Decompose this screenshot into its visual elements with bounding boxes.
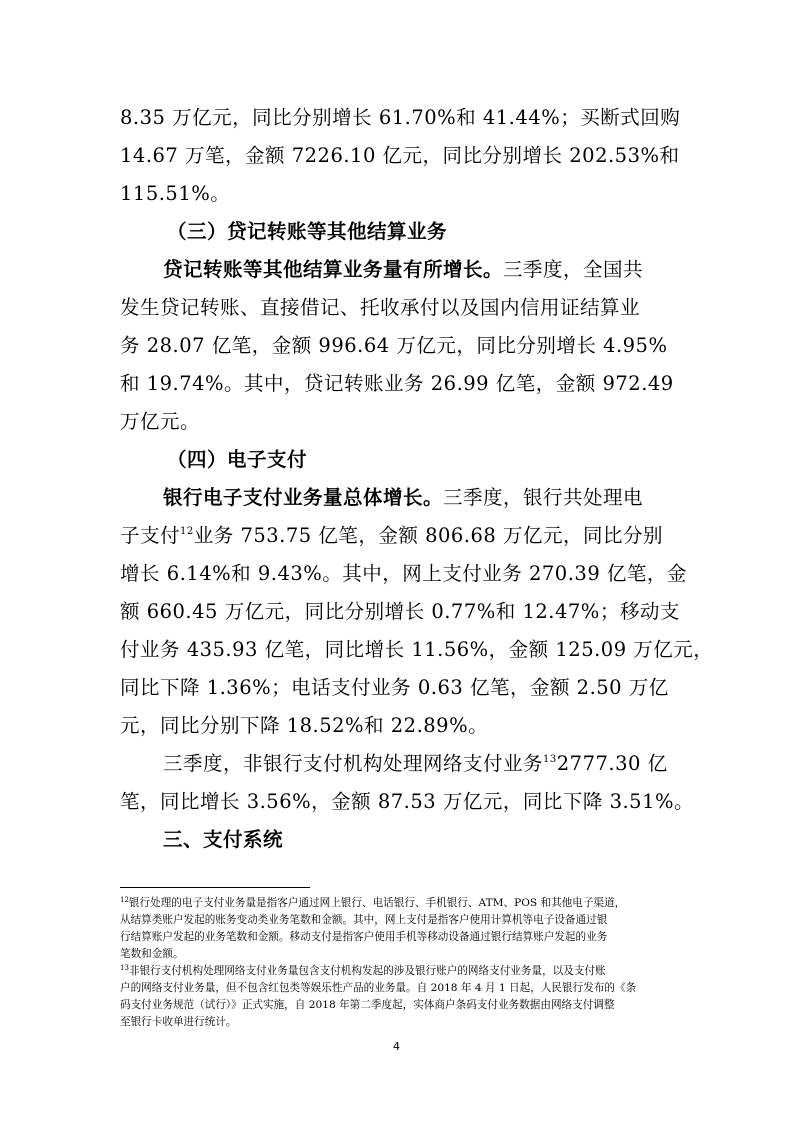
paragraph-lead: 银行电子支付业务量总体增长。: [163, 486, 444, 509]
body-line: 14.67 万笔，金额 7226.10 亿元，同比分别增长 202.53%和: [120, 144, 680, 167]
paragraph-line: 元，同比分别下降 18.52%和 22.89%。: [120, 714, 489, 737]
paragraph-line: 付业务 435.93 亿笔，同比增长 11.56%，金额 125.09 万亿元，: [120, 638, 714, 661]
paragraph-text: 三季度，银行共处理电: [443, 486, 644, 509]
footnote-ref: 13: [543, 754, 557, 765]
paragraph-line: 笔，同比增长 3.56%，金额 87.53 万亿元，同比下降 3.51%。: [120, 790, 695, 813]
footnote-text: 非银行支付机构处理网络支付业务量包含支付机构发起的涉及银行账户的网络支付业务量，以及支付账: [128, 965, 606, 977]
footnote-line: 行结算账户发起的业务笔数和金额。移动支付是指客户使用手机等移动设备通过银行结算账户发起的业务: [120, 931, 608, 943]
body-line: 8.35 万亿元，同比分别增长 61.70%和 41.44%；买断式回购: [120, 106, 681, 129]
footnote-line: 至银行卡收单进行统计。: [120, 1016, 237, 1028]
paragraph-line: [163, 483, 680, 513]
paragraph-line: 和 19.74%。其中，贷记转账业务 26.99 亿笔，金额 972.49: [120, 372, 674, 395]
paragraph-line: 务 28.07 亿笔，金额 996.64 万亿元，同比分别增长 4.95%: [120, 334, 668, 357]
footnote-line: [120, 963, 680, 981]
paragraph-text: 2777.30 亿: [556, 752, 668, 775]
paragraph-text: 三季度，全国共: [503, 258, 644, 281]
paragraph-text: 三季度，非银行支付机构处理网络支付业务: [163, 752, 544, 775]
paragraph-line: 额 660.45 万亿元，同比分别增长 0.77%和 12.47%；移动支: [120, 600, 680, 623]
footnote-text: 银行处理的电子支付业务量是指客户通过网上银行、电话银行、手机银行、ATM、POS 和其他电子渠道，: [128, 897, 626, 909]
paragraph-line: [163, 749, 680, 783]
paragraph-line: [163, 255, 680, 285]
footnote-mark: 13: [120, 964, 129, 972]
paragraph-line: [120, 521, 680, 555]
page-number: 4: [393, 1040, 400, 1053]
paragraph-line: 万亿元。: [120, 410, 201, 433]
footnote-line: 码支付业务规范（试行）》正式实施，自 2018 年第二季度起，实体商户条码支付业务数据由网络支付调整: [120, 999, 615, 1011]
footnote-line: 笔数和金额。: [120, 948, 184, 960]
footnote-line: 从结算类账户发起的账务变动类业务笔数和金额。其中，网上支付是指客户使用计算机等电子设备通过银: [120, 914, 608, 926]
paragraph-line: 发生贷记转账、直接借记、托收承付以及国内信用证结算业: [120, 296, 641, 319]
paragraph-lead: 贷记转账等其他结算业务量有所增长。: [163, 258, 504, 281]
footnote-line: [120, 895, 680, 913]
footnote-separator: [120, 887, 310, 888]
paragraph-line: 增长 6.14%和 9.43%。其中，网上支付业务 270.39 亿笔，金: [120, 562, 687, 585]
section-heading: （三）贷记转账等其他结算业务: [167, 220, 448, 243]
chapter-heading: 三、支付系统: [163, 828, 284, 851]
body-line: 115.51%。: [120, 182, 231, 205]
paragraph-line: 同比下降 1.36%；电话支付业务 0.63 亿笔，金额 2.50 万亿: [120, 676, 669, 699]
footnote-ref: 12: [180, 526, 194, 537]
section-heading: （四）电子支付: [167, 448, 308, 471]
footnote-line: 户的网络支付业务量，但不包含红包类等娱乐性产品的业务量。自 2018 年 4 月 1 日起，人民银行发布的《条: [120, 982, 637, 994]
paragraph-text: 业务 753.75 亿笔，金额 806.68 万亿元，同比分别: [193, 524, 664, 547]
footnote-mark: 12: [120, 896, 129, 904]
paragraph-text: 子支付: [120, 524, 181, 547]
